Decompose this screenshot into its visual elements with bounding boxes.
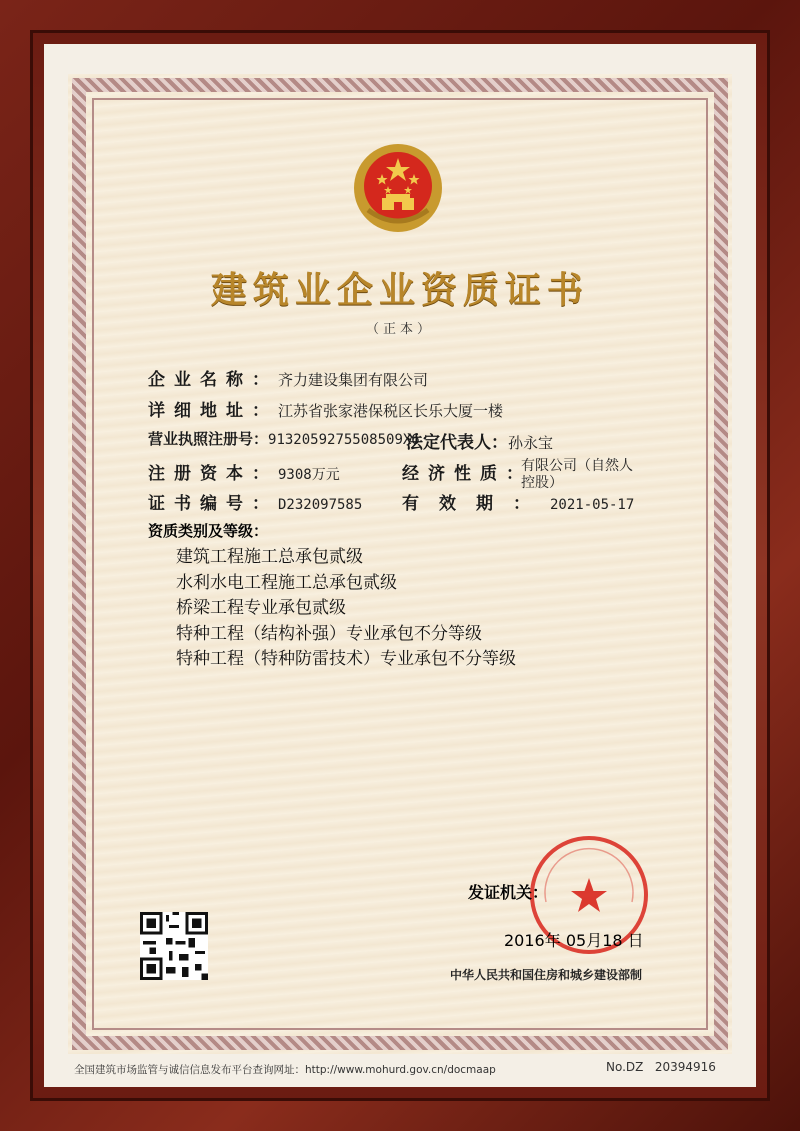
qualification-item: 特种工程（结构补强）专业承包不分等级: [176, 623, 482, 644]
license-value: 9132059275508509X6: [268, 432, 420, 448]
company-name-row: [148, 365, 428, 390]
issue-date-year-unit: 年: [544, 931, 561, 950]
qualification-item: 特种工程（特种防雷技术）专业承包不分等级: [176, 649, 516, 669]
legal-rep-row: [406, 428, 553, 453]
company-name-label: 企业名称：: [148, 370, 278, 390]
valid-value: 2021-05-17: [550, 497, 635, 513]
certificate-subtitle: （正本）: [365, 322, 434, 337]
license-label: 营业执照注册号：: [148, 430, 269, 448]
serial-label: No.DZ: [606, 1060, 644, 1074]
econ-nature-value-line2: 控股）: [521, 475, 563, 491]
legal-rep-label: 法定代表人：: [406, 433, 508, 453]
issuer-label: 发证机关：: [468, 883, 549, 902]
address-value: 江苏省张家港保税区长乐大厦一楼: [278, 402, 504, 420]
qualification-item: 水利水电工程施工总承包贰级: [176, 572, 397, 593]
econ-nature-label: 经济性质：: [402, 464, 532, 484]
qualification-heading: 资质类别及等级：: [148, 522, 269, 540]
cert-no-row: [148, 489, 362, 514]
certificate-title: 建筑业企业资质证书: [210, 270, 589, 311]
footer-query-url: 全国建筑市场监管与诚信信息发布平台查询网址：http://www.mohurd.gov.cn/docmaap: [74, 1064, 496, 1076]
qr-code: [140, 912, 208, 980]
econ-nature-value: [521, 458, 633, 492]
ministry-text: 中华人民共和国住房和城乡建设部制: [450, 968, 643, 982]
cert-no-label: 证书编号：: [148, 494, 278, 514]
company-name-value: 齐力建设集团有限公司: [278, 371, 429, 389]
econ-nature-row: [402, 459, 532, 484]
issue-date: [504, 928, 644, 951]
qualification-item: 建筑工程施工总承包贰级: [176, 547, 363, 567]
cert-no-value: D232097585: [278, 497, 363, 513]
econ-nature-value-line1: 有限公司（自然人: [521, 458, 633, 474]
address-label: 详细地址：: [148, 401, 278, 421]
national-emblem-icon: [350, 140, 446, 236]
issue-date-day-unit: 日: [627, 931, 644, 950]
issue-date-month-unit: 月: [586, 931, 603, 950]
issue-date-day: 18: [602, 931, 623, 950]
serial-number: [606, 1060, 716, 1074]
capital-label: 注册资本：: [148, 464, 278, 484]
qualification-list: [176, 545, 516, 673]
valid-label: 有效期：: [402, 494, 550, 514]
valid-row: [402, 489, 634, 514]
issue-date-month: 05: [565, 931, 587, 950]
qualification-item: 桥梁工程专业承包贰级: [176, 598, 346, 618]
capital-row: [148, 459, 340, 484]
legal-rep-value: 孙永宝: [508, 434, 554, 452]
license-row: [148, 428, 420, 449]
issue-date-year: 2016: [504, 931, 545, 950]
serial-value: 20394916: [654, 1060, 716, 1074]
capital-value: 9308万元: [278, 467, 340, 483]
address-row: [148, 396, 503, 421]
